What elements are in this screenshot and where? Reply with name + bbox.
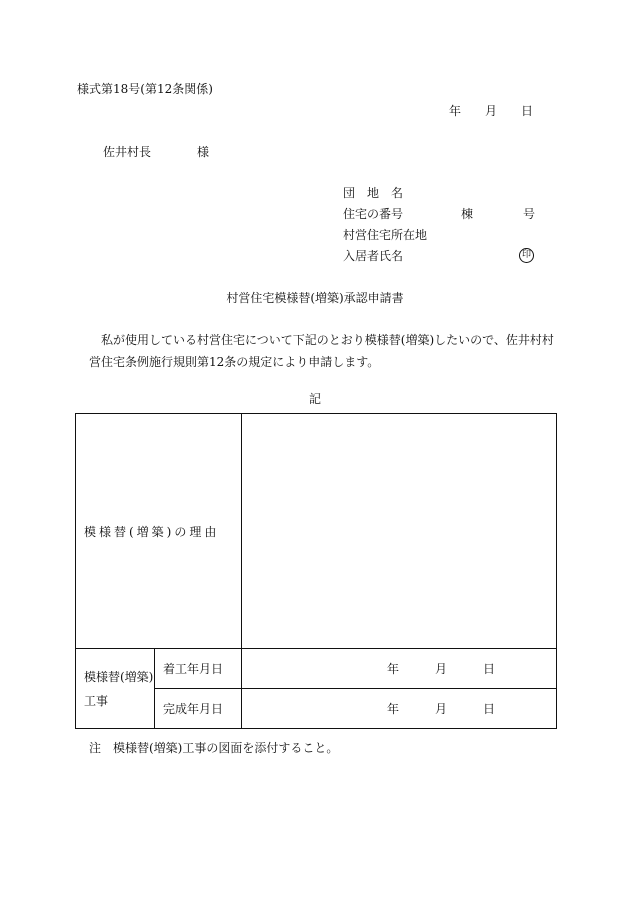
location-label: 村営住宅所在地 bbox=[343, 228, 428, 242]
start-year: 年 bbox=[387, 662, 400, 676]
start-date-label: 着工年月日 bbox=[155, 649, 242, 689]
date-month: 月 bbox=[485, 104, 498, 118]
resident-label: 入居者氏名 bbox=[343, 249, 404, 263]
finish-year: 年 bbox=[387, 702, 400, 716]
number-unit: 号 bbox=[523, 207, 536, 221]
finish-month: 月 bbox=[435, 702, 448, 716]
finish-day: 日 bbox=[483, 702, 496, 716]
start-date-field[interactable] bbox=[242, 649, 557, 689]
reason-field[interactable] bbox=[242, 414, 557, 649]
addressee bbox=[103, 146, 209, 158]
finish-date-field[interactable] bbox=[242, 689, 557, 729]
danchi-label: 団 地 名 bbox=[343, 186, 404, 200]
reason-label: 模様替(増築)の理由 bbox=[76, 414, 242, 649]
body-text: 私が使用している村営住宅について下記のとおり模様替(増築)したいので、佐井村村営住宅条例施行規則第12条の規定により申請します。 bbox=[89, 333, 554, 369]
ki-heading: 記 bbox=[308, 392, 321, 406]
form-number: 様式第18号(第12条関係) bbox=[77, 82, 213, 96]
finish-date-label: 完成年月日 bbox=[155, 689, 242, 729]
building-unit: 棟 bbox=[461, 207, 474, 221]
date-line bbox=[449, 105, 533, 117]
start-day: 日 bbox=[483, 662, 496, 676]
document-title: 村営住宅模様替(増築)承認申請書 bbox=[226, 291, 404, 305]
house-number-label: 住宅の番号 bbox=[343, 207, 404, 221]
date-day: 日 bbox=[521, 104, 534, 118]
addressee-honorific: 様 bbox=[197, 145, 210, 159]
reason-row bbox=[76, 414, 557, 649]
application-table bbox=[75, 413, 557, 729]
start-row bbox=[76, 649, 557, 689]
addressee-name: 佐井村長 bbox=[103, 145, 152, 159]
footnote: 注 模様替(増築)工事の図面を添付すること。 bbox=[89, 741, 339, 755]
date-year: 年 bbox=[449, 104, 462, 118]
kouji-label: 模様替(増築)工事 bbox=[76, 649, 155, 729]
seal-mark: 印 bbox=[519, 248, 534, 263]
start-month: 月 bbox=[435, 662, 448, 676]
